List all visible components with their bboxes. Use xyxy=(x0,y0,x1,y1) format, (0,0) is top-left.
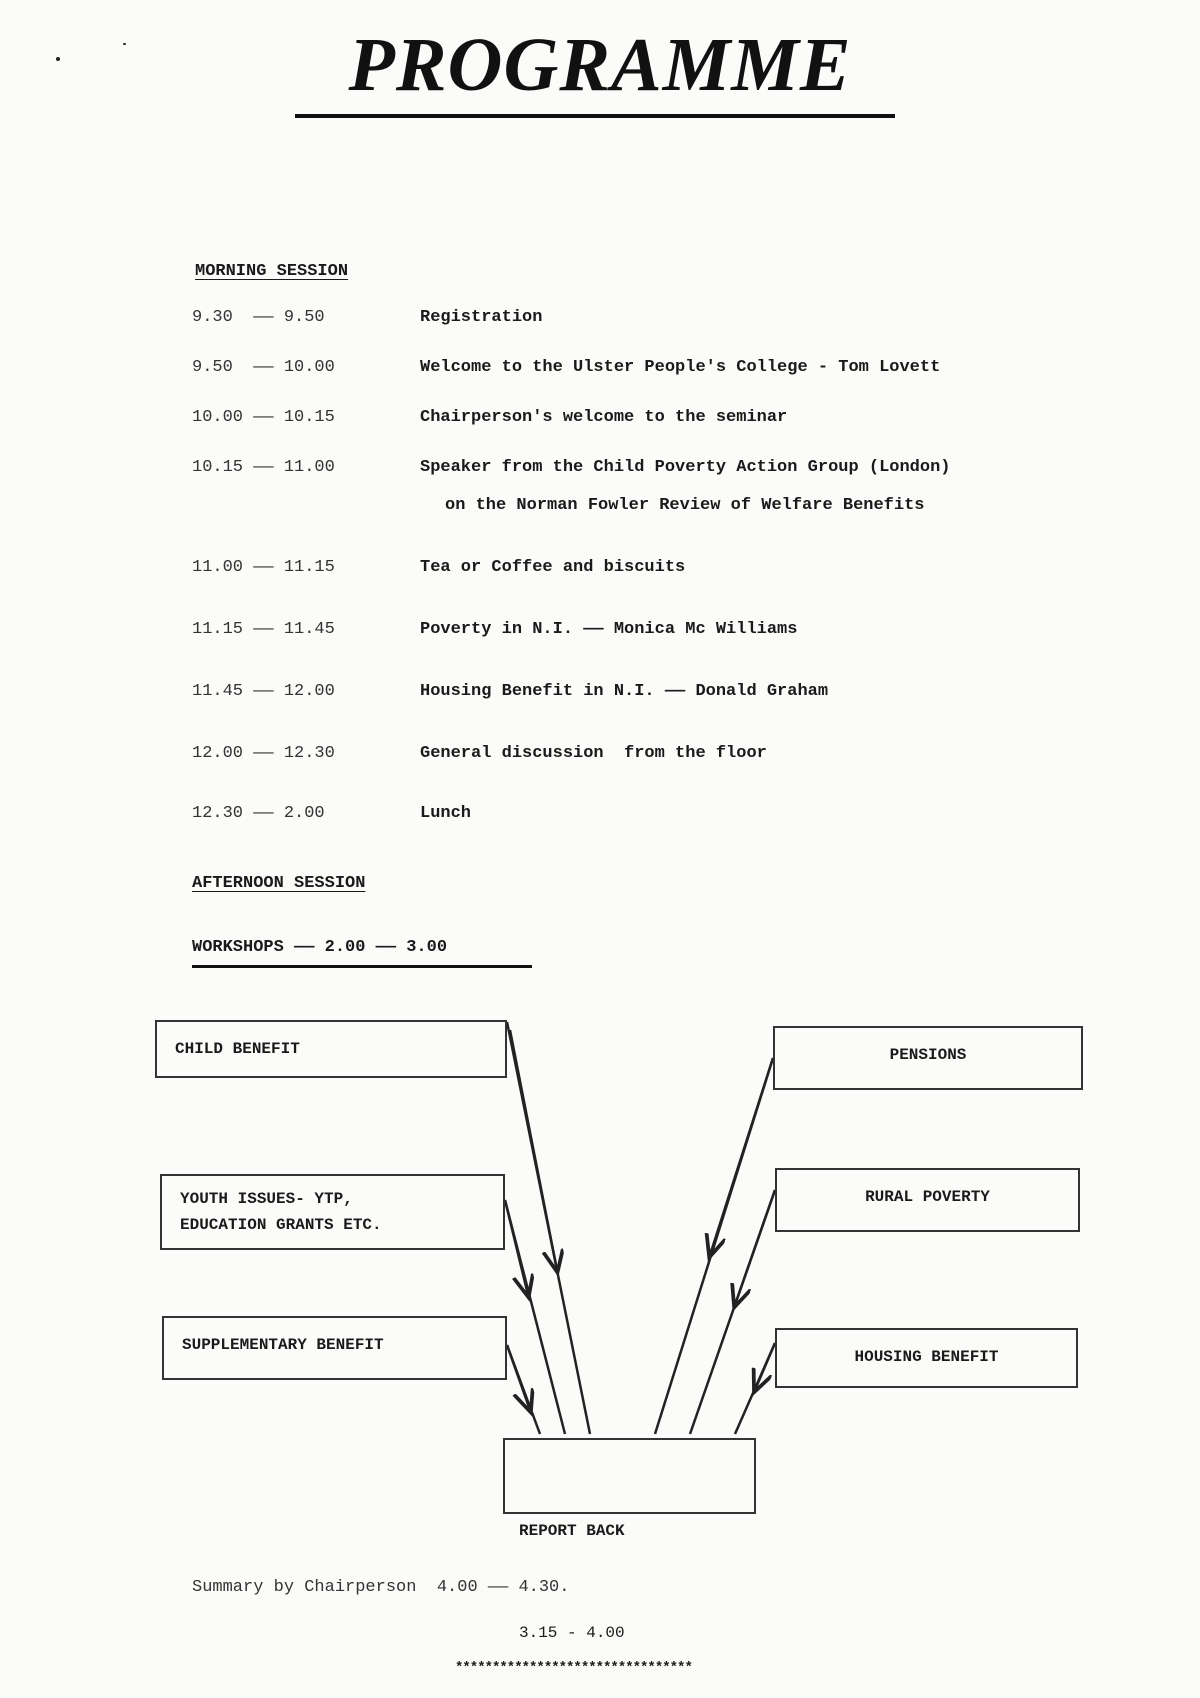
schedule-time: 9.50 —— 10.00 xyxy=(192,358,335,377)
summary-line: Summary by Chairperson 4.00 —— 4.30. xyxy=(192,1578,570,1597)
report-back-label: REPORT BACK xyxy=(519,1522,625,1540)
schedule-description: Lunch xyxy=(420,804,472,823)
report-back-box xyxy=(503,1438,756,1642)
schedule-time: 12.00 —— 12.30 xyxy=(192,744,335,763)
schedule-time: 10.15 —— 11.00 xyxy=(192,458,335,477)
schedule-description-continued: on the Norman Fowler Review of Welfare Benefits xyxy=(445,496,925,515)
schedule-description: Poverty in N.I. —— Monica Mc Williams xyxy=(420,620,798,639)
schedule-time: 11.00 —— 11.15 xyxy=(192,558,335,577)
schedule-description: General discussion from the floor xyxy=(420,744,767,763)
schedule-time: 12.30 —— 2.00 xyxy=(192,804,325,823)
schedule-time: 11.15 —— 11.45 xyxy=(192,620,335,639)
page-title: PROGRAMME xyxy=(348,23,852,107)
schedule-time: 9.30 —— 9.50 xyxy=(192,308,325,327)
workshop-youth-issues: YOUTH ISSUES- YTP, EDUCATION GRANTS ETC. xyxy=(160,1174,505,1250)
schedule-description: Welcome to the Ulster People's College - Tom Lovett xyxy=(420,358,941,377)
footer-rule: ******************************** xyxy=(455,1660,692,1676)
workshop-pensions: PENSIONS xyxy=(773,1026,1083,1090)
workshop-rural-poverty: RURAL POVERTY xyxy=(775,1168,1080,1232)
schedule-description: Speaker from the Child Poverty Action Group (London) xyxy=(420,458,951,477)
workshop-supplementary-benefit: SUPPLEMENTARY BENEFIT xyxy=(162,1316,507,1380)
report-back-time: 3.15 - 4.00 xyxy=(519,1624,625,1642)
schedule-description: Tea or Coffee and biscuits xyxy=(420,558,686,577)
schedule-description: Chairperson's welcome to the seminar xyxy=(420,408,788,427)
workshops-heading: WORKSHOPS —— 2.00 —— 3.00 xyxy=(192,938,448,957)
schedule-time: 10.00 —— 10.15 xyxy=(192,408,335,427)
morning-session-heading: MORNING SESSION xyxy=(195,262,349,281)
afternoon-session-heading: AFTERNOON SESSION xyxy=(192,874,366,893)
schedule-description: Housing Benefit in N.I. —— Donald Graham xyxy=(420,682,829,701)
schedule-time: 11.45 —— 12.00 xyxy=(192,682,335,701)
schedule-description: Registration xyxy=(420,308,543,327)
workshop-housing-benefit: HOUSING BENEFIT xyxy=(775,1328,1078,1388)
workshop-child-benefit: CHILD BENEFIT xyxy=(155,1020,507,1078)
